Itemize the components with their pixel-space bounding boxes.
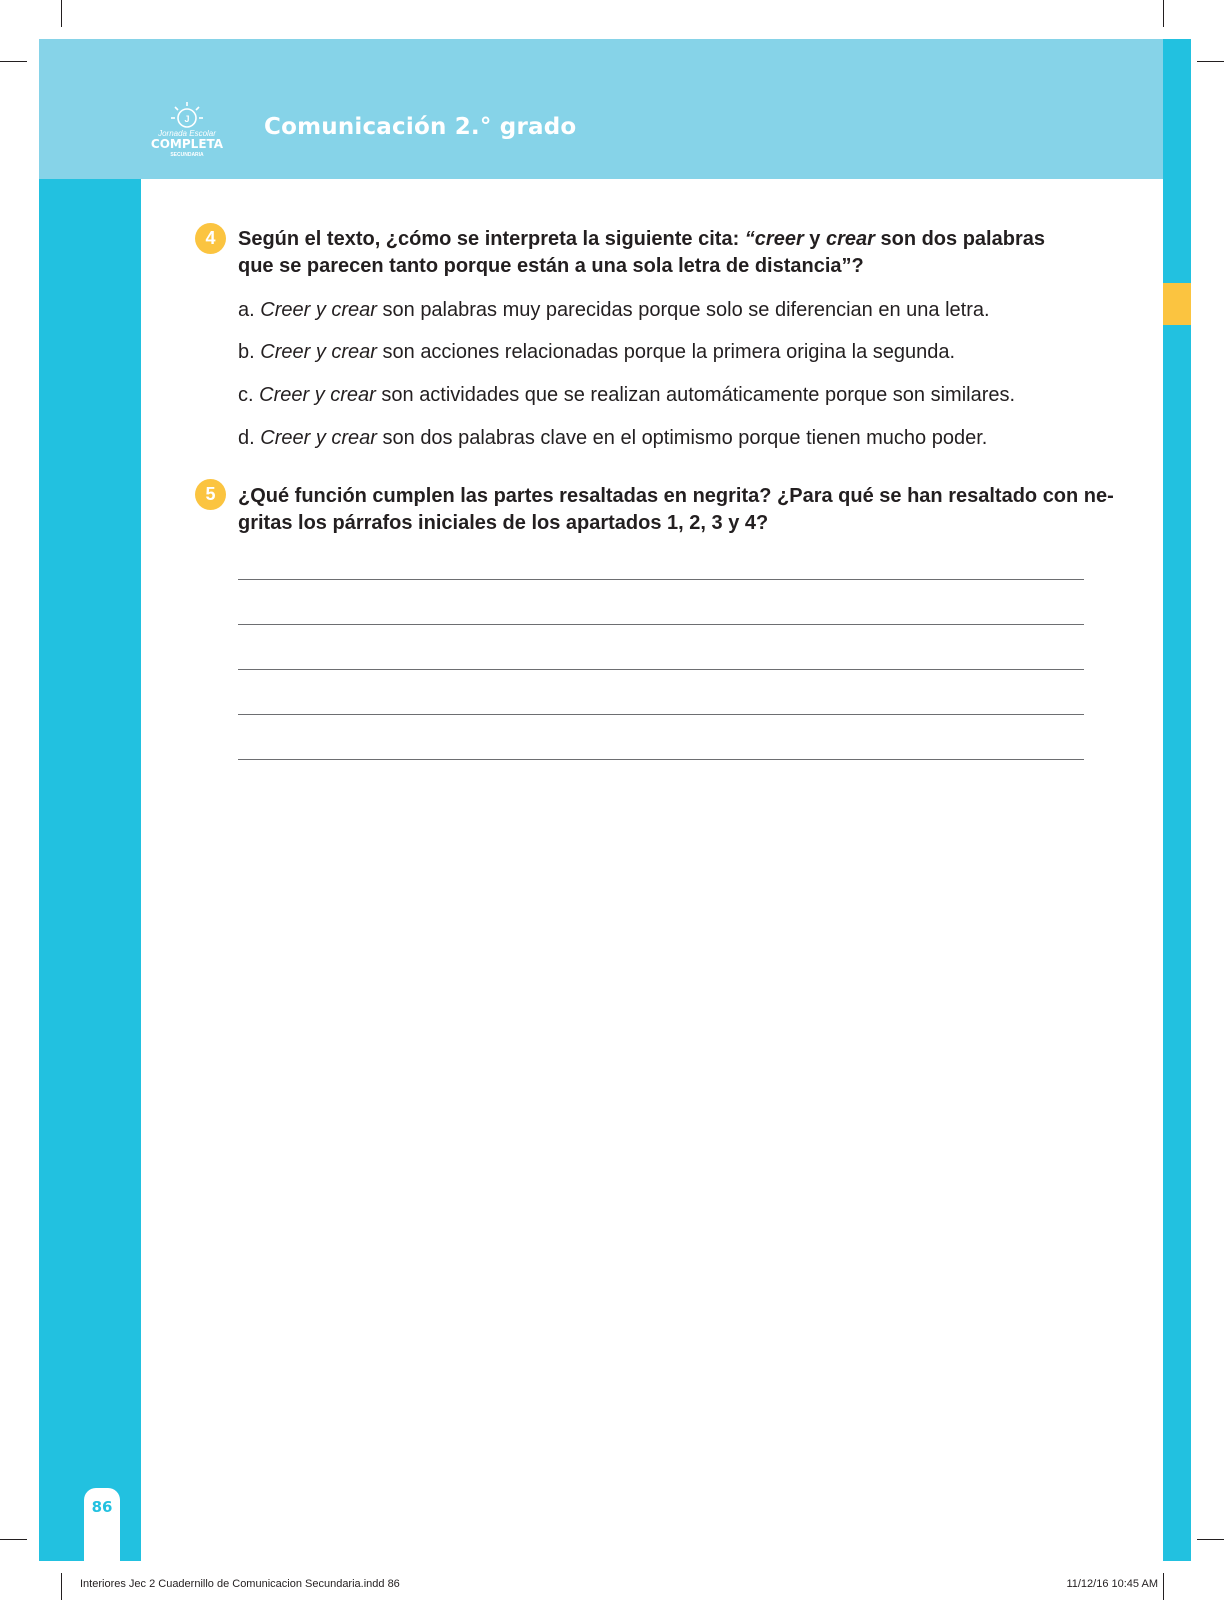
logo-line2: COMPLETA	[150, 137, 224, 151]
q4-text-part: “creer	[744, 228, 804, 250]
question-5-text	[238, 483, 1114, 537]
logo-line1: Jornada Escolar	[158, 129, 216, 138]
question-4-number: 4	[195, 223, 226, 254]
question-5-number: 5	[195, 479, 226, 510]
q4-text-part: son dos palabras que se parecen tanto porque están a una sola letra de distancia”?	[238, 228, 1045, 277]
option-d	[238, 425, 1084, 451]
answer-line[interactable]	[238, 579, 1084, 580]
crop-mark	[61, 0, 62, 27]
crop-mark	[1197, 61, 1224, 62]
answer-line[interactable]	[238, 624, 1084, 625]
crop-mark	[1163, 0, 1164, 27]
option-italic: Creer y crear	[260, 299, 377, 321]
option-a	[238, 297, 1084, 323]
q4-text-part: crear	[825, 228, 875, 250]
jornada-escolar-logo	[140, 98, 238, 160]
right-edge-bar	[1163, 39, 1191, 1561]
option-letter: a.	[238, 299, 255, 321]
q4-text-part: y	[803, 228, 826, 250]
option-b	[238, 339, 1084, 365]
option-text: son dos palabras clave en el optimismo porque tienen mucho poder.	[376, 427, 988, 449]
option-italic: Creer y crear	[260, 341, 377, 363]
crop-mark	[1197, 1539, 1224, 1540]
page-title: Comunicación 2.° grado	[264, 114, 577, 140]
q4-text-part: Según el texto, ¿cómo se interpreta la siguiente cita:	[238, 228, 745, 250]
left-sidebar-bar	[39, 179, 141, 1561]
option-letter: b.	[238, 341, 255, 363]
logo-line3: SECUNDARIA	[170, 152, 204, 158]
option-text: son actividades que se realizan automáticamente porque son similares.	[375, 384, 1016, 406]
crop-mark	[61, 1573, 62, 1600]
question-4-text	[238, 226, 1084, 280]
svg-text:J: J	[184, 114, 190, 124]
question-5-line: ¿Qué función cumplen las partes resaltadas en negrita? ¿Para qué se han resaltado con ne-	[238, 485, 1114, 507]
option-c	[238, 382, 1084, 408]
option-letter: c.	[238, 384, 254, 406]
page-number: 86	[91, 1498, 113, 1516]
footer-file-info: Interiores Jec 2 Cuadernillo de Comunicacion Secundaria.indd 86	[80, 1578, 400, 1590]
answer-line[interactable]	[238, 759, 1084, 760]
crop-mark	[0, 1539, 27, 1540]
answer-line[interactable]	[238, 669, 1084, 670]
option-italic: Creer y crear	[260, 427, 377, 449]
option-italic: Creer y crear	[259, 384, 376, 406]
section-tab-marker	[1163, 283, 1191, 325]
option-letter: d.	[238, 427, 255, 449]
crop-mark	[1163, 1573, 1164, 1600]
footer-timestamp: 11/12/16 10:45 AM	[1066, 1578, 1158, 1590]
option-text: son palabras muy parecidas porque solo se diferencian en una letra.	[376, 299, 990, 321]
crop-mark	[0, 61, 27, 62]
answer-line[interactable]	[238, 714, 1084, 715]
question-5-line: gritas los párrafos iniciales de los apartados 1, 2, 3 y 4?	[238, 512, 769, 534]
option-text: son acciones relacionadas porque la primera origina la segunda.	[376, 341, 956, 363]
